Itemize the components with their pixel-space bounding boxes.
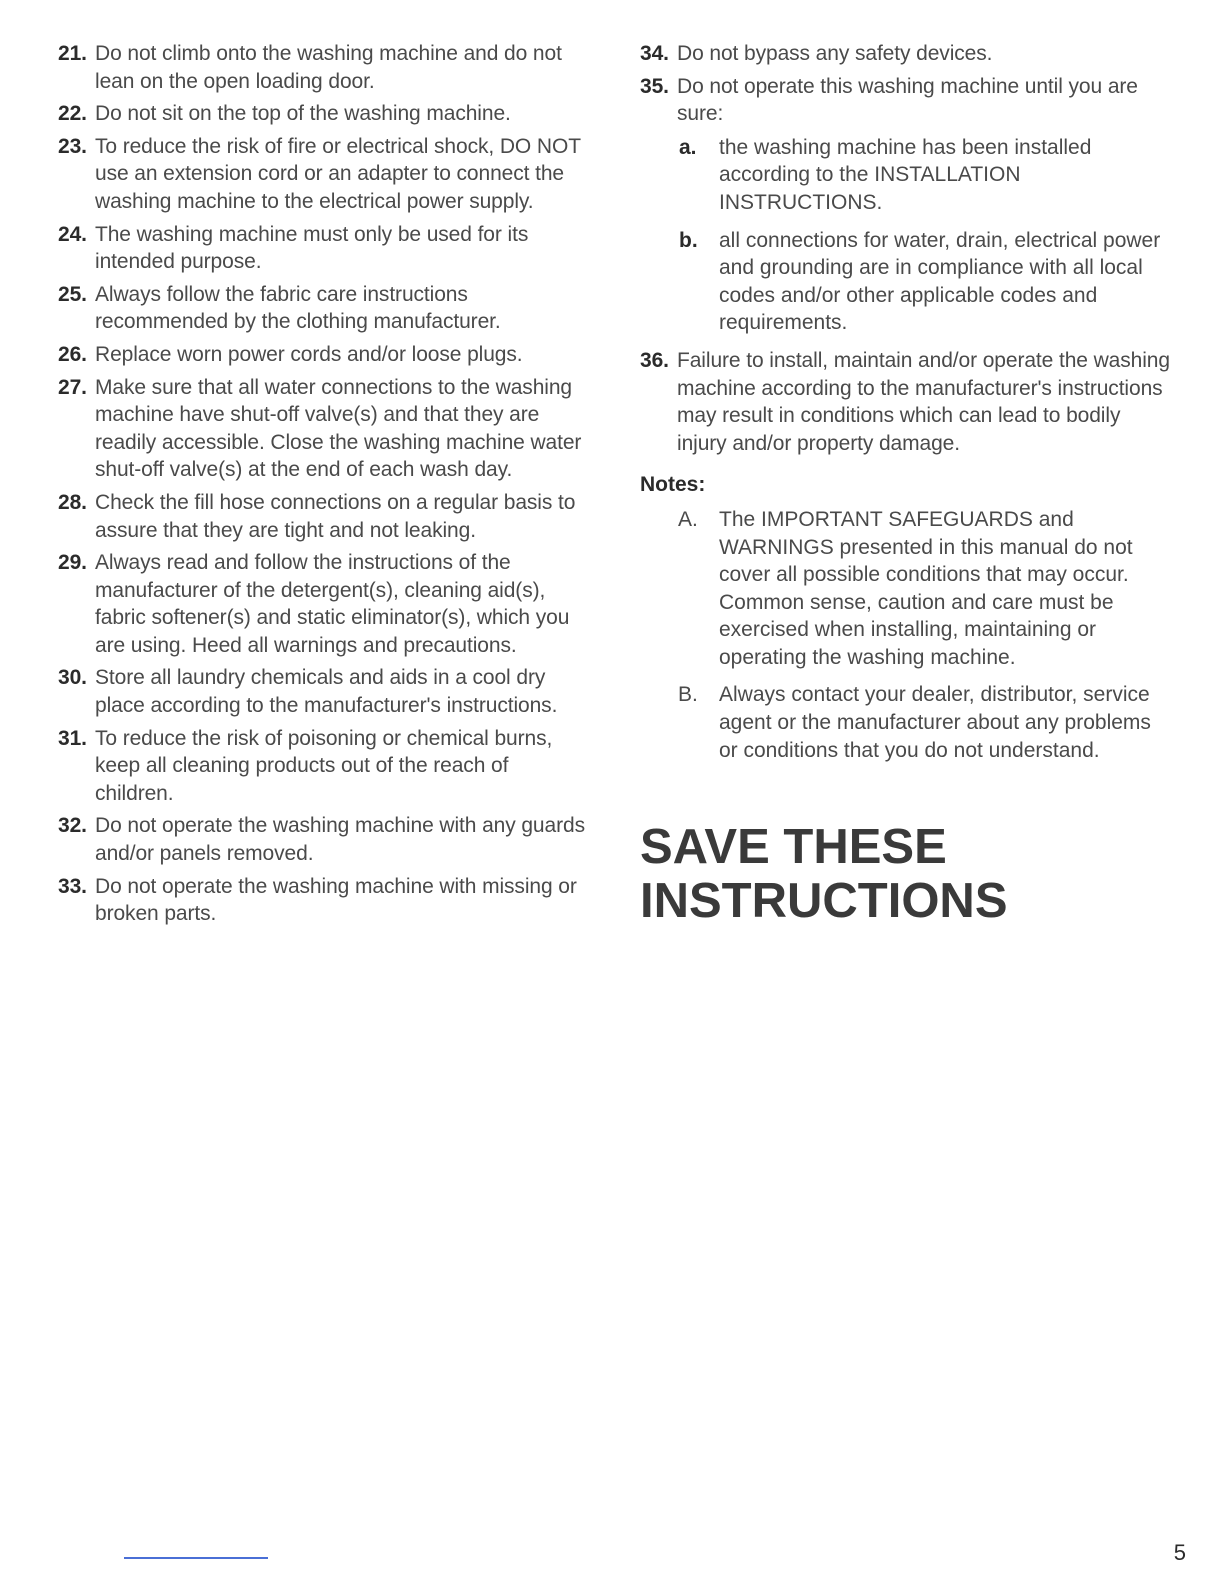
item-text: Always read and follow the instructions of the manufacturer of the detergent(s), cleaning aid(s), fabric softener(s) and static eliminator(s), which you are using. Heed all warnings and precautions.: [95, 551, 570, 657]
item-text: To reduce the risk of poisoning or chemical burns, keep all cleaning products out of the reach of children.: [95, 726, 553, 805]
save-heading-line1: SAVE THESE: [640, 820, 947, 875]
right-column: [640, 40, 1170, 928]
list-item: [58, 100, 588, 128]
list-item: [58, 489, 588, 544]
list-item: [58, 40, 588, 95]
item-text: Always follow the fabric care instructions recommended by the clothing manufacturer.: [95, 282, 501, 334]
sub-item-text: all connections for water, drain, electrical power and grounding are in compliance with all local codes and/or other applicable codes and requirements.: [719, 228, 1161, 335]
item-text: Make sure that all water connections to the washing machine have shut-off valve(s) and that they are readily accessible. Close the washing machine water shut-off valve(s) at the end of each wash day.: [95, 375, 582, 482]
item-text: Do not operate the washing machine with missing or broken parts.: [95, 874, 577, 926]
left-column: [58, 40, 588, 933]
item-number: 22.: [58, 102, 87, 126]
item-number: 26.: [58, 342, 87, 366]
save-instructions-heading: [640, 820, 1170, 928]
list-item: [58, 725, 588, 808]
item-text: The washing machine must only be used for its intended purpose.: [95, 222, 529, 274]
item-number: 21.: [58, 42, 87, 65]
item-text: To reduce the risk of fire or electrical shock, DO NOT use an extension cord or an adapter to connect the washing machine to the electrical power supply.: [95, 134, 581, 213]
sub-item-text: the washing machine has been installed according to the INSTALLATION INSTRUCTIONS.: [719, 135, 1092, 214]
item-text: Store all laundry chemicals and aids in a cool dry place according to the manufacturer's instructions.: [95, 666, 558, 718]
item-number: 32.: [58, 814, 87, 838]
list-item: [640, 347, 1170, 457]
list-item: [58, 664, 588, 719]
item-number: 29.: [58, 551, 87, 575]
note-letter: A.: [678, 507, 698, 531]
item-number: 33.: [58, 874, 87, 898]
list-item: [58, 873, 588, 928]
sub-item-letter: b.: [679, 228, 698, 252]
list-item: [58, 812, 588, 867]
note-text: The IMPORTANT SAFEGUARDS and WARNINGS presented in this manual do not cover all possible conditions that may occur. Common sense, caution and care must be exercised when installing, maintaining or operating the washing machine.: [719, 507, 1133, 669]
sub-item: [640, 134, 1170, 217]
item-number: 27.: [58, 375, 87, 399]
list-item: [58, 341, 588, 369]
note-item: [640, 681, 1170, 764]
save-heading-line2: INSTRUCTIONS: [640, 874, 1008, 929]
item-text: Do not bypass any safety devices.: [677, 42, 993, 65]
item-text: Do not operate the washing machine with any guards and/or panels removed.: [95, 814, 585, 866]
list-item: [640, 40, 1170, 68]
list-item: [58, 549, 588, 659]
item-number: 36.: [640, 348, 669, 372]
list-item: [58, 133, 588, 216]
item-text: Failure to install, maintain and/or operate the washing machine according to the manufacturer's instructions may result in conditions which can lead to bodily injury and/or property damage.: [677, 348, 1170, 455]
list-item: [58, 281, 588, 336]
item-text: Replace worn power cords and/or loose plugs.: [95, 342, 523, 366]
item-text: Do not operate this washing machine until you are sure:: [677, 74, 1138, 126]
item-text: Do not climb onto the washing machine and do not lean on the open loading door.: [95, 42, 562, 93]
note-item: [640, 506, 1170, 672]
item-number: 28.: [58, 490, 87, 514]
item-number: 31.: [58, 726, 87, 750]
list-item: [58, 374, 588, 484]
item-text: Check the fill hose connections on a regular basis to assure that they are tight and not leaking.: [95, 490, 576, 542]
item-text: Do not sit on the top of the washing machine.: [95, 102, 511, 126]
sub-item: [640, 227, 1170, 337]
list-item: [58, 221, 588, 276]
note-text: Always contact your dealer, distributor, service agent or the manufacturer about any problems or conditions that you do not understand.: [719, 683, 1151, 762]
item-number: 24.: [58, 222, 87, 246]
notes-heading: Notes:: [640, 473, 706, 497]
item-number: 25.: [58, 282, 87, 306]
item-number: 35.: [640, 74, 669, 98]
note-letter: B.: [678, 683, 698, 707]
list-item: [640, 73, 1170, 128]
item-number: 30.: [58, 666, 87, 690]
item-number: 34.: [640, 42, 669, 65]
footer-divider: [124, 1557, 268, 1559]
sub-item-letter: a.: [679, 135, 697, 159]
page-number: 5: [1173, 1540, 1186, 1565]
item-number: 23.: [58, 134, 87, 158]
